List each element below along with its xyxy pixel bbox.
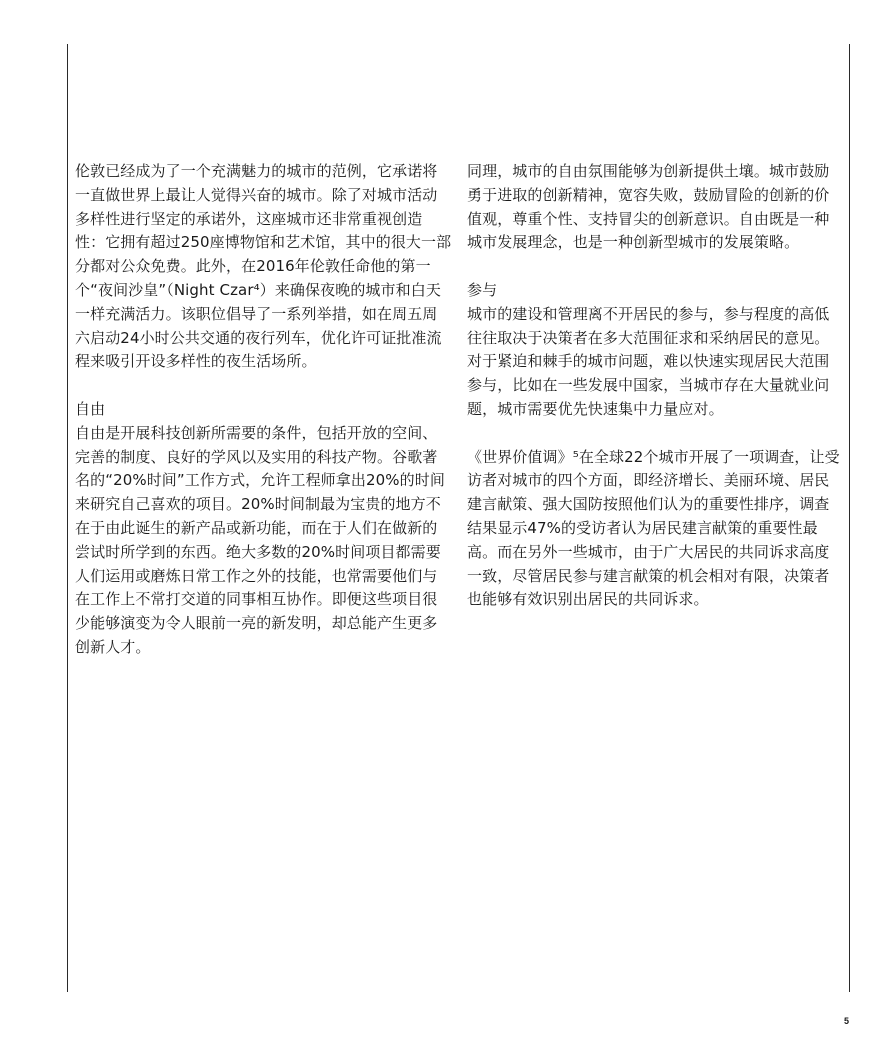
participation-paragraph: 城市的建设和管理离不开居民的参与，参与程度的高低往往取决于决策者在多大范围征求和采纳居民的意见。对于紧迫和棘手的城市问题，难以快速实现居民大范围参与，比如在一些发展中国家，当城市存在大量就业问题，城市需要优先快速集中力量应对。 bbox=[467, 304, 830, 418]
world-values-survey-paragraph: 《世界价值调》⁵在全球22个城市开展了一项调查，让受访者对城市的四个方面，即经济增长、美丽环境、居民建言献策、强大国防按照他们认为的重要性排序，调查结果显示47%的受访者认为居民建言献策的重要性最高。而在另外一些城市，由于广大居民的共同诉求高度一致，尽管居民参与建言献策的机会相对有限，决策者也能够有效识别出居民的共同诉求。 bbox=[467, 447, 840, 609]
right-vertical-rule bbox=[849, 44, 850, 992]
london-paragraph: 伦敦已经成为了一个充满魅力的城市的范例，它承诺将一直做世界上最让人觉得兴奋的城市。除了对城市活动多样性进行坚定的承诺外，这座城市还非常重视创造性：它拥有超过250座博物馆和艺术馆，其中的很大一部分都对公众免费。此外，在2016年伦敦任命他的第一个“夜间沙皇”（Night Czar⁴）来确保夜晚的城市和白天一样充满活力。该职位倡导了一系列举措，如在周五周六启动24小时公共交通的夜行列车，优化许可证批准流程来吸引开设多样性的夜生活场所。 bbox=[75, 162, 452, 371]
right-text-column bbox=[467, 160, 841, 612]
paragraph-gap bbox=[467, 422, 841, 446]
left-vertical-rule bbox=[67, 44, 68, 992]
left-text-column bbox=[75, 160, 452, 660]
freedom-paragraph: 自由是开展科技创新所需要的条件，包括开放的空间、完善的制度、良好的学风以及实用的科技产物。谷歌著名的“20%时间”工作方式，允许工程师拿出20%的时间来研究自己喜欢的项目。20%时间制最为宝贵的地方不在于由此诞生的新产品或新功能，而在于人们在做新的尝试时所学到的东西。绝大多数的20%时间项目都需要人们运用或磨炼日常工作之外的技能，也常需要他们与在工作上不常打交道的同事相互协作。即便这些项目很少能够演变为令人眼前一亮的新发明，却总能产生更多创新人才。 bbox=[75, 423, 445, 656]
participation-heading: 参与 bbox=[467, 280, 498, 299]
freedom-heading: 自由 bbox=[75, 399, 106, 418]
paragraph-gap bbox=[467, 255, 841, 279]
paragraph-gap bbox=[75, 374, 452, 398]
city-freedom-paragraph: 同理，城市的自由氛围能够为创新提供土壤。城市鼓励勇于进取的创新精神，宽容失败，鼓励冒险的创新的价值观，尊重个性、支持冒尖的创新意识。自由既是一种城市发展理念，也是一种创新型城市的发展策略。 bbox=[467, 162, 830, 252]
page-number: 5 bbox=[843, 1016, 849, 1026]
